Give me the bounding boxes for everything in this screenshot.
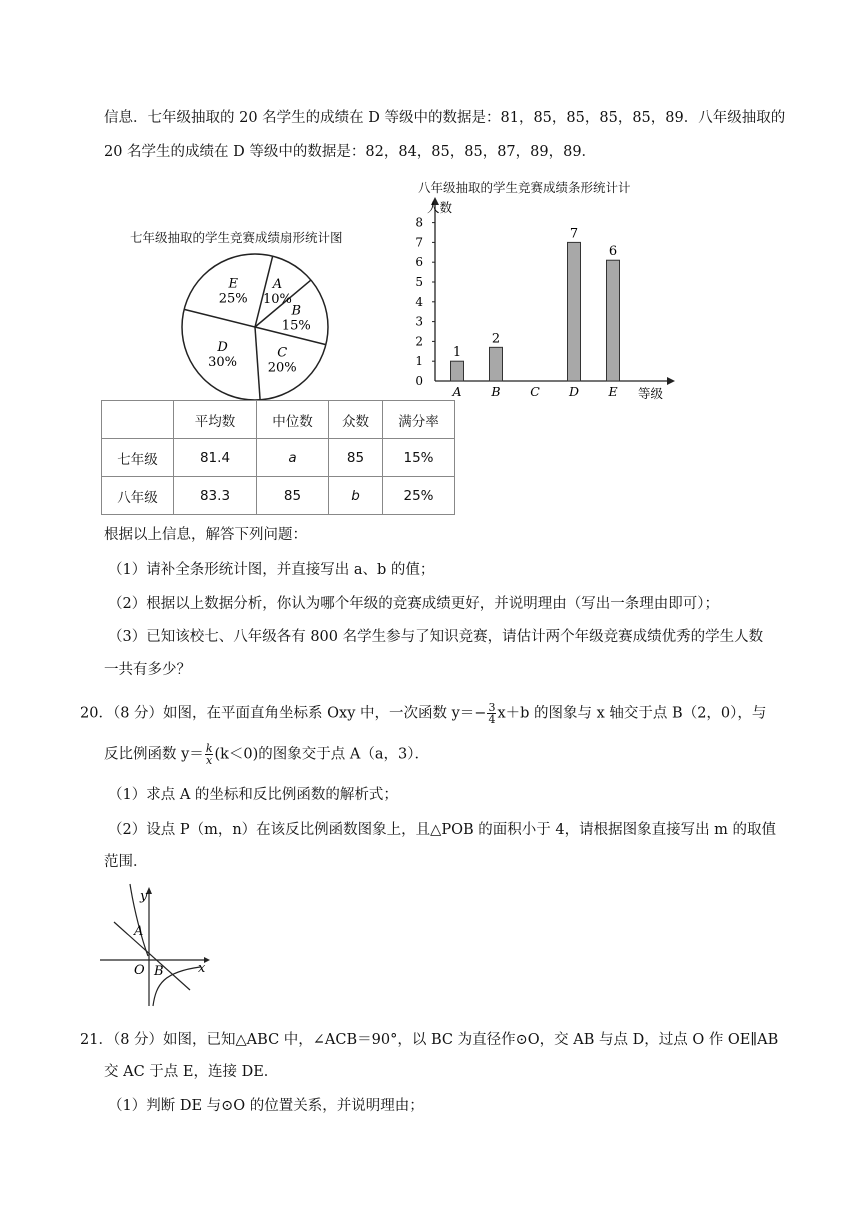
y-axis-label: 人数 — [427, 200, 453, 215]
bar — [490, 347, 503, 381]
bar — [607, 260, 620, 381]
coordinate-graph — [100, 880, 212, 1008]
pie-slice-letter: E — [228, 276, 238, 292]
intro-line-1: 信息．七年级抽取的 20 名学生的成绩在 D 等级中的数据是：81，85，85，85，85，89．八年级抽取的 — [104, 110, 786, 126]
y-tick-label: 8 — [415, 215, 423, 230]
y-tick-label: 0 — [415, 374, 423, 388]
bar — [568, 242, 581, 381]
bar-value-label: 6 — [608, 244, 618, 260]
fraction-denominator: 4 — [488, 713, 496, 726]
intro-line-2: 20 名学生的成绩在 D 等级中的数据是：82，84，85，85，87，89，89． — [104, 144, 597, 160]
table-row — [102, 477, 455, 515]
problem20-line-2 — [104, 743, 429, 766]
bar-value-label: 7 — [569, 226, 579, 242]
category-label: C — [530, 384, 540, 399]
fraction-numerator: 3 — [488, 701, 496, 714]
label-O: O — [134, 963, 145, 978]
q19-lead: 根据以上信息，解答下列问题： — [104, 527, 307, 543]
bar — [451, 361, 464, 381]
fraction-numerator: k — [205, 742, 213, 755]
q19-part-3b: 一共有多少？ — [104, 662, 191, 678]
problem20-text-b: x＋b 的图象与 x 轴交于点 B（2，0），与 — [497, 705, 767, 722]
problem20-text-c: 反比例函数 y＝ — [104, 746, 204, 763]
y-tick-label: 6 — [415, 255, 423, 270]
bar-value-label: 2 — [491, 331, 501, 347]
table-header-cell — [102, 401, 174, 439]
label-y: y — [140, 889, 148, 904]
pie-slice-percent: 30% — [208, 355, 238, 371]
table-cell: b — [329, 477, 383, 515]
table-cell: 83.3 — [174, 477, 257, 515]
y-tick-label: 5 — [415, 275, 423, 289]
problem21-line-1: 21．（8 分）如图，已知△ABC 中，∠ACB＝90°，以 BC 为直径作⊙O，交 AB 与点 D，过点 O 作 OE∥AB — [80, 1032, 779, 1048]
table-header-cell: 众数 — [329, 401, 383, 439]
y-tick-label: 3 — [415, 314, 423, 329]
category-label: A — [452, 384, 462, 399]
y-tick-label: 1 — [415, 354, 423, 369]
fraction-3-4 — [487, 702, 496, 725]
table-cell: 85 — [329, 439, 383, 477]
problem20-part-1: （1）求点 A 的坐标和反比例函数的解析式； — [108, 787, 398, 803]
table-row — [102, 439, 455, 477]
bar-value-label: 1 — [452, 345, 462, 361]
problem21-line-2: 交 AC 于点 E，连接 DE． — [104, 1064, 279, 1080]
label-A: A — [134, 924, 144, 939]
q19-part-2: （2）根据以上数据分析，你认为哪个年级的竞赛成绩更好，并说明理由（写出一条理由即可）； — [108, 596, 719, 612]
table-cell: a — [257, 439, 329, 477]
table-header-cell: 平均数 — [174, 401, 257, 439]
problem20-text-a: 20．（8 分）如图，在平面直角坐标系 Oxy 中，一次函数 y＝− — [80, 705, 487, 722]
pie-slice-letter: B — [291, 303, 302, 319]
category-label: D — [568, 384, 580, 399]
fraction-k-x — [205, 743, 214, 766]
pie-chart-title: 七年级抽取的学生竞赛成绩扇形统计图 — [130, 230, 343, 245]
table-cell: 81.4 — [174, 439, 257, 477]
problem20-part-2b: 范围． — [104, 854, 148, 870]
table-cell: 85 — [257, 477, 329, 515]
pie-chart — [170, 250, 340, 400]
bar-chart — [405, 195, 680, 405]
pie-slice-letter: A — [272, 277, 283, 293]
bar-x-arrow — [667, 377, 675, 385]
y-tick-label: 4 — [415, 294, 423, 309]
table-cell: 15% — [383, 439, 455, 477]
fraction-denominator: x — [206, 754, 213, 767]
problem20-text-d: (k＜0)的图象交于点 A（a，3）． — [214, 746, 430, 763]
linear-function-line — [114, 922, 190, 990]
pie-slice-percent: 20% — [267, 360, 297, 376]
pie-slice-letter: D — [217, 340, 228, 356]
stats-table — [101, 400, 455, 515]
table-cell: 八年级 — [102, 477, 174, 515]
problem20-part-2a: （2）设点 P（m，n）在该反比例函数图象上，且△POB 的面积小于 4，请根据图象直接写出 m 的取值 — [108, 822, 777, 838]
pie-slice-percent: 25% — [218, 291, 248, 307]
label-B: B — [154, 964, 164, 979]
q19-part-1: （1）请补全条形统计图，并直接写出 a、b 的值； — [108, 562, 435, 578]
pie-slice-percent: 15% — [281, 318, 311, 334]
category-label: B — [491, 384, 501, 399]
x-axis-label: 等级 — [638, 386, 664, 401]
pie-slice-percent: 10% — [262, 292, 292, 308]
table-header-row — [102, 401, 455, 439]
table-header-cell: 满分率 — [383, 401, 455, 439]
problem20-line-1 — [80, 702, 766, 725]
y-tick-label: 2 — [415, 334, 423, 349]
pie-slice-letter: C — [277, 345, 288, 361]
table-cell: 七年级 — [102, 439, 174, 477]
q19-part-3a: （3）已知该校七、八年级各有 800 名学生参与了知识竞赛，请估计两个年级竞赛成绩优秀的学生人数 — [108, 629, 764, 645]
bar-chart-title: 八年级抽取的学生竞赛成绩条形统计计 — [418, 180, 631, 195]
table-header-cell: 中位数 — [257, 401, 329, 439]
category-label: E — [608, 384, 618, 399]
table-cell: 25% — [383, 477, 455, 515]
problem21-part-1: （1）判断 DE 与⊙O 的位置关系，并说明理由； — [108, 1098, 424, 1114]
y-tick-label: 7 — [415, 235, 423, 250]
label-x: x — [198, 961, 206, 976]
